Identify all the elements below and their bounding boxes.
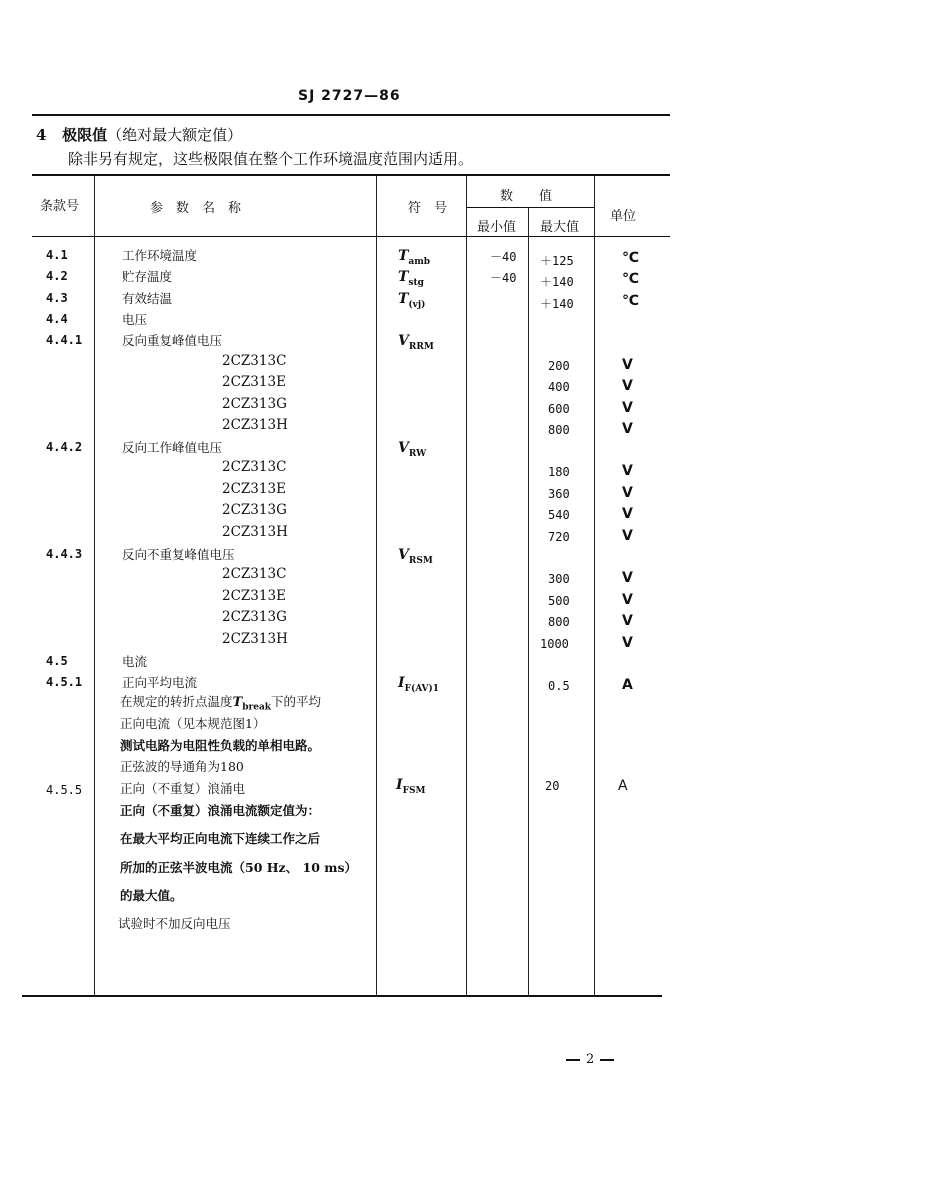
table-row-model: 2CZ313H xyxy=(222,417,288,433)
header-max: 最大值 xyxy=(540,220,580,235)
table-row-unit: V xyxy=(622,506,633,522)
table-row-symbol xyxy=(398,248,430,267)
header-clause: 条款号 xyxy=(40,199,80,214)
note-455-line2: 在最大平均正向电流下连续工作之后 xyxy=(120,831,321,846)
note-451-symbol-sub: break xyxy=(242,702,272,713)
table-row-clause: 4.1 xyxy=(46,248,68,262)
table-row-unit: V xyxy=(622,421,633,437)
header-unit: 单位 xyxy=(610,209,637,224)
header-value: 数 值 xyxy=(500,189,553,204)
table-row-clause: 4.4.2 xyxy=(46,440,83,454)
table-bottom-rule xyxy=(22,995,662,997)
note-451-line3: 测试电路为电阻性负载的单相电路。 xyxy=(120,738,321,753)
document-code: SJ 2727—86 xyxy=(298,88,401,104)
table-row-symbol xyxy=(398,675,439,694)
note-451-line1 xyxy=(120,692,321,713)
table-row-unit: V xyxy=(622,357,633,373)
table-row-max: ＋125 xyxy=(540,254,574,268)
table-row-unit: V xyxy=(622,378,633,394)
table-row-model: 2CZ313C xyxy=(222,459,287,475)
table-row-unit: V xyxy=(622,400,633,416)
table-row-clause: 4.5.1 xyxy=(46,675,83,689)
clause-455: 4.5.5 xyxy=(46,783,83,797)
symbol-main: T xyxy=(398,269,409,285)
symbol-sub: amb xyxy=(408,256,431,267)
symbol-sub: RRM xyxy=(408,341,434,352)
table-row-model: 2CZ313H xyxy=(222,631,288,647)
dash-right xyxy=(600,1059,614,1061)
note-451-symbol: T xyxy=(232,695,243,710)
note-455-line3: 所加的正弦半波电流（50 Hz、 10 ms） xyxy=(120,860,358,875)
section-intro: 除非另有规定，这些极限值在整个工作环境温度范围内适用。 xyxy=(68,150,474,168)
symbol-sub: F(AV) xyxy=(404,683,433,694)
note-455-line1: 正向（不重复）浪涌电流额定值为： xyxy=(120,803,321,818)
table-row-unit: ℃ xyxy=(622,250,639,266)
table-row-max: 800 xyxy=(548,615,570,629)
table-row-param: 有效结温 xyxy=(122,291,173,306)
table-row-symbol xyxy=(398,440,426,459)
table-row-max: 1000 xyxy=(540,637,569,651)
section-number: 4 xyxy=(36,126,47,144)
table-row-max: 800 xyxy=(548,423,570,437)
table-row-unit: V xyxy=(622,592,633,608)
table-row-clause: 4.4.3 xyxy=(46,547,83,561)
table-row-unit: ℃ xyxy=(622,271,639,287)
table-row-clause: 4.5 xyxy=(46,654,68,668)
section-heading xyxy=(36,124,242,145)
symbol-main: V xyxy=(398,440,409,456)
table-row-unit: V xyxy=(622,485,633,501)
col-divider-4 xyxy=(528,208,529,995)
note-451-line2: 正向电流（见本规范图1） xyxy=(120,716,266,731)
header-rule xyxy=(32,114,670,116)
note-451-line4: 正弦波的导通角为180 xyxy=(120,759,244,774)
table-row-max: 720 xyxy=(548,530,570,544)
table-row-param: 反向不重复峰值电压 xyxy=(122,547,235,562)
note-451-post: 下的平均 xyxy=(271,694,322,709)
note-451-pre: 在规定的转折点温度 xyxy=(120,694,233,709)
header-min: 最小值 xyxy=(477,220,517,235)
table-row-unit: V xyxy=(622,613,633,629)
table-row-model: 2CZ313C xyxy=(222,566,287,582)
table-row-max: ＋140 xyxy=(540,275,574,289)
header-symbol: 符 号 xyxy=(408,201,448,216)
param-455: 正向（不重复）浪涌电 xyxy=(120,781,246,796)
table-row-max: 300 xyxy=(548,572,570,586)
symbol-sub: stg xyxy=(408,277,424,288)
header-param: 参 数 名 称 xyxy=(150,201,242,216)
section-title: 极限值 xyxy=(62,126,108,144)
table-row-model: 2CZ313G xyxy=(222,502,287,518)
col-divider-1 xyxy=(94,176,95,995)
page-number-text: 2 xyxy=(586,1052,595,1067)
table-row-max: 200 xyxy=(548,359,570,373)
table-row-model: 2CZ313E xyxy=(222,481,286,497)
table-row-clause: 4.3 xyxy=(46,291,68,305)
col-divider-3 xyxy=(466,176,467,995)
table-row-param: 贮存温度 xyxy=(122,269,173,284)
note-455-line5: 试验时不加反向电压 xyxy=(118,916,231,931)
table-row-model: 2CZ313H xyxy=(222,524,288,540)
symbol-tail: 1 xyxy=(432,683,440,694)
table-row-unit: A xyxy=(622,677,633,693)
table-row-max: ＋140 xyxy=(540,297,574,311)
unit-455: A xyxy=(618,778,628,794)
table-row-symbol xyxy=(398,269,424,288)
symbol-main: V xyxy=(398,547,409,563)
table-row-max: 500 xyxy=(548,594,570,608)
table-row-max: 540 xyxy=(548,508,570,522)
symbol-main: T xyxy=(398,291,409,307)
table-row-param: 工作环境温度 xyxy=(122,248,198,263)
table-row-clause: 4.4.1 xyxy=(46,333,83,347)
symbol-main: I xyxy=(398,675,405,691)
note-455-line4: 的最大值。 xyxy=(120,888,183,903)
symbol-455 xyxy=(396,777,425,796)
table-row-max: 400 xyxy=(548,380,570,394)
table-row-model: 2CZ313E xyxy=(222,374,286,390)
table-row-param: 反向重复峰值电压 xyxy=(122,333,223,348)
table-row-unit: V xyxy=(622,570,633,586)
table-row-clause: 4.2 xyxy=(46,269,68,283)
table-row-symbol xyxy=(398,291,425,310)
table-row-unit: V xyxy=(622,635,633,651)
table-row-min: －40 xyxy=(490,250,517,264)
table-row-model: 2CZ313E xyxy=(222,588,286,604)
symbol-455-main: I xyxy=(396,777,403,793)
page-number xyxy=(560,1052,620,1067)
symbol-sub: RSM xyxy=(408,555,433,566)
symbol-main: T xyxy=(398,248,409,264)
table-row-max: 360 xyxy=(548,487,570,501)
symbol-main: V xyxy=(398,333,409,349)
table-row-min: －40 xyxy=(490,271,517,285)
table-row-symbol xyxy=(398,333,434,352)
table-row-max: 600 xyxy=(548,402,570,416)
table-row-unit: ℃ xyxy=(622,293,639,309)
max-455: 20 xyxy=(545,779,560,793)
table-row-param: 反向工作峰值电压 xyxy=(122,440,223,455)
table-row-clause: 4.4 xyxy=(46,312,68,326)
section-title-paren: （绝对最大额定值） xyxy=(107,126,243,144)
table-row-param: 电流 xyxy=(122,654,148,669)
symbol-sub: RW xyxy=(408,448,427,459)
table-row-unit: V xyxy=(622,463,633,479)
table-row-symbol xyxy=(398,547,433,566)
table-row-param: 电压 xyxy=(122,312,148,327)
table-row-model: 2CZ313C xyxy=(222,353,287,369)
table-row-max: 180 xyxy=(548,465,570,479)
table-row-unit: V xyxy=(622,528,633,544)
table-row-max: 0.5 xyxy=(548,679,570,693)
dash-left xyxy=(566,1059,580,1061)
symbol-sub: (vj) xyxy=(408,299,426,310)
col-divider-5 xyxy=(594,176,595,995)
table-row-param: 正向平均电流 xyxy=(122,675,198,690)
col-divider-2 xyxy=(376,176,377,995)
value-subheader-rule xyxy=(466,207,594,208)
symbol-455-sub: FSM xyxy=(402,785,426,796)
table-top-rule xyxy=(32,174,670,176)
table-row-model: 2CZ313G xyxy=(222,396,287,412)
table-header-rule xyxy=(32,236,670,237)
table-row-model: 2CZ313G xyxy=(222,609,287,625)
